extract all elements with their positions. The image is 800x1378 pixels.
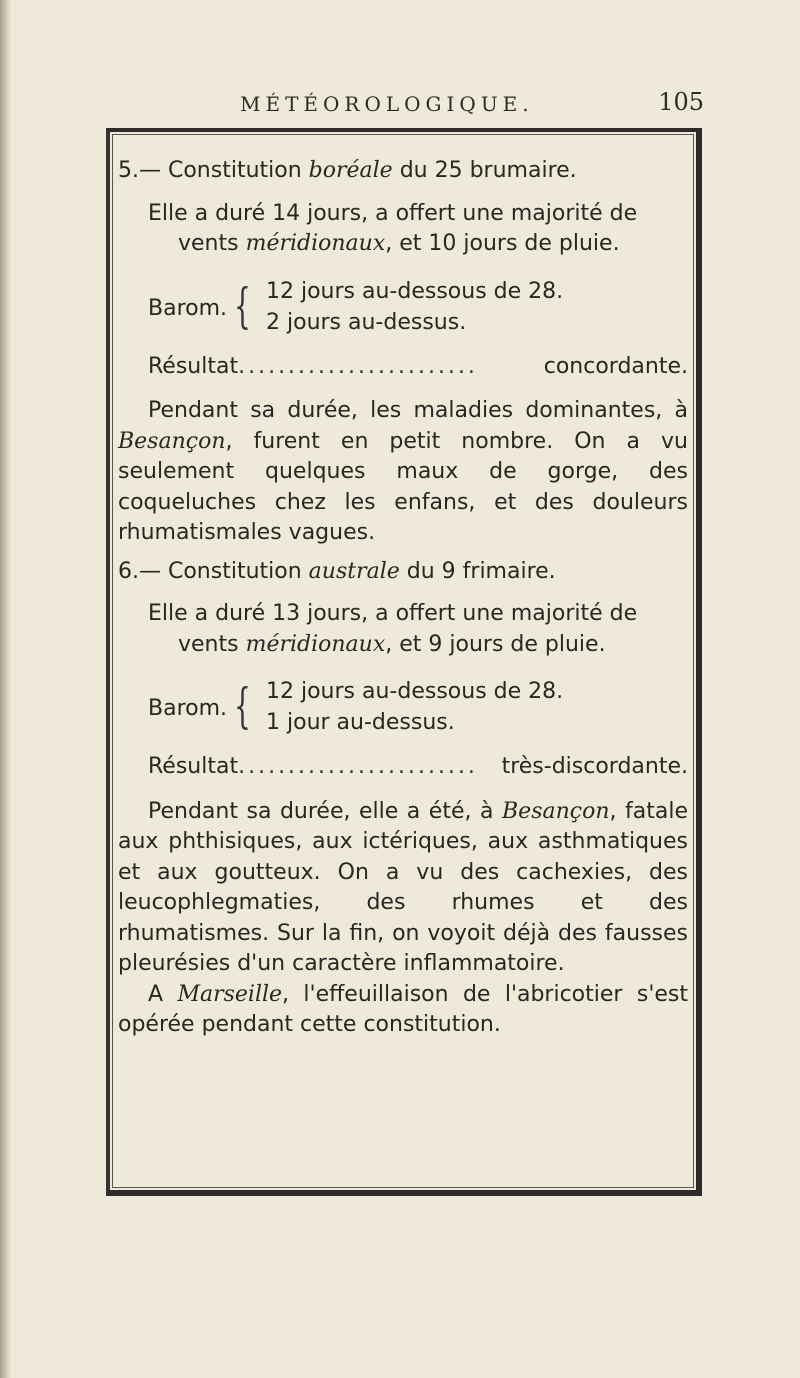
body-text: Pendant sa durée, les maladies dominantes, à <box>148 398 688 423</box>
result-label: Résultat <box>148 754 239 779</box>
result-value: très-discordante. <box>501 754 688 779</box>
summary-text-end: , et 9 jours de pluie. <box>385 631 606 657</box>
summary-emphasis: méridionaux <box>245 231 386 256</box>
body-place: Besançon <box>502 798 610 824</box>
result-label: Résultat <box>148 353 239 379</box>
barometer-above: 2 jours au-dessus. <box>266 309 467 335</box>
brace-icon: { <box>234 678 251 734</box>
result-value: concordante. <box>543 353 688 379</box>
body-text-end: , l'effeuillaison de l'abricotier s'est opérée pendant cette constitution. <box>118 981 688 1037</box>
body-text-end: , furent en petit nombre. On a vu seulement quelques maux de gorge, des coqueluches chez les enfans, et des douleurs rhumatismales vagues. <box>118 428 688 545</box>
barometer-values <box>266 276 563 338</box>
section-gap <box>118 549 688 557</box>
section-5-barometer <box>118 276 688 342</box>
summary-text: Elle a duré 14 jours, a offert une majorité de vents <box>148 200 638 256</box>
section-6-body <box>118 797 688 980</box>
heading-date: du 25 brumaire. <box>392 158 577 183</box>
summary-text-end: , et 10 jours de pluie. <box>385 231 620 256</box>
barometer-label: Barom. <box>148 696 228 721</box>
body-place: Marseille <box>177 981 283 1007</box>
page-edge <box>0 0 12 1378</box>
result-leaders: ........................ <box>238 754 478 779</box>
body-text: Pendant sa durée, elle a été, à <box>148 798 503 824</box>
section-5-summary <box>118 199 688 260</box>
result-leaders: ........................ <box>238 353 478 379</box>
page-number: 105 <box>658 88 704 116</box>
heading-text: Constitution <box>167 158 309 183</box>
section-6-heading <box>118 557 688 588</box>
section-5-body <box>118 396 688 549</box>
body-text-end: , fatale aux phthisiques, aux ictériques, aux asthmatiques et aux goutteux. On a vu des cachexies, des leucophlegmaties, des rhumes et des rhumatismes. Sur la fin, on voyoit déjà des fausses pleurésies d'un caractère inflammatoire. <box>118 798 689 976</box>
summary-emphasis: méridionaux <box>245 631 386 657</box>
body-text: A <box>148 981 178 1007</box>
heading-text: Constitution <box>167 558 309 584</box>
section-6-result <box>148 752 688 783</box>
barometer-below: 12 jours au-dessous de 28. <box>266 679 564 704</box>
brace-icon: { <box>234 277 251 334</box>
section-number: 5.— <box>118 158 168 183</box>
section-6-body-2 <box>118 980 688 1041</box>
body-place: Besançon <box>118 428 226 454</box>
section-6-barometer <box>118 676 688 742</box>
section-5-result <box>148 352 688 383</box>
barometer-above: 1 jour au-dessus. <box>266 710 455 735</box>
summary-text: Elle a duré 13 jours, a offert une majorité de vents <box>148 601 638 657</box>
section-6-summary <box>118 599 688 660</box>
running-title: MÉTÉOROLOGIQUE. <box>240 92 534 116</box>
heading-emphasis: australe <box>308 558 400 584</box>
section-number: 6.— <box>118 558 168 584</box>
page-header <box>0 88 800 124</box>
section-5-heading <box>118 156 688 187</box>
heading-date: du 9 frimaire. <box>399 558 556 584</box>
barometer-values <box>266 676 563 738</box>
heading-emphasis: boréale <box>308 158 393 183</box>
barometer-below: 12 jours au-dessous de 28. <box>266 278 564 304</box>
barometer-label: Barom. <box>148 295 228 321</box>
page-content <box>118 156 688 1041</box>
